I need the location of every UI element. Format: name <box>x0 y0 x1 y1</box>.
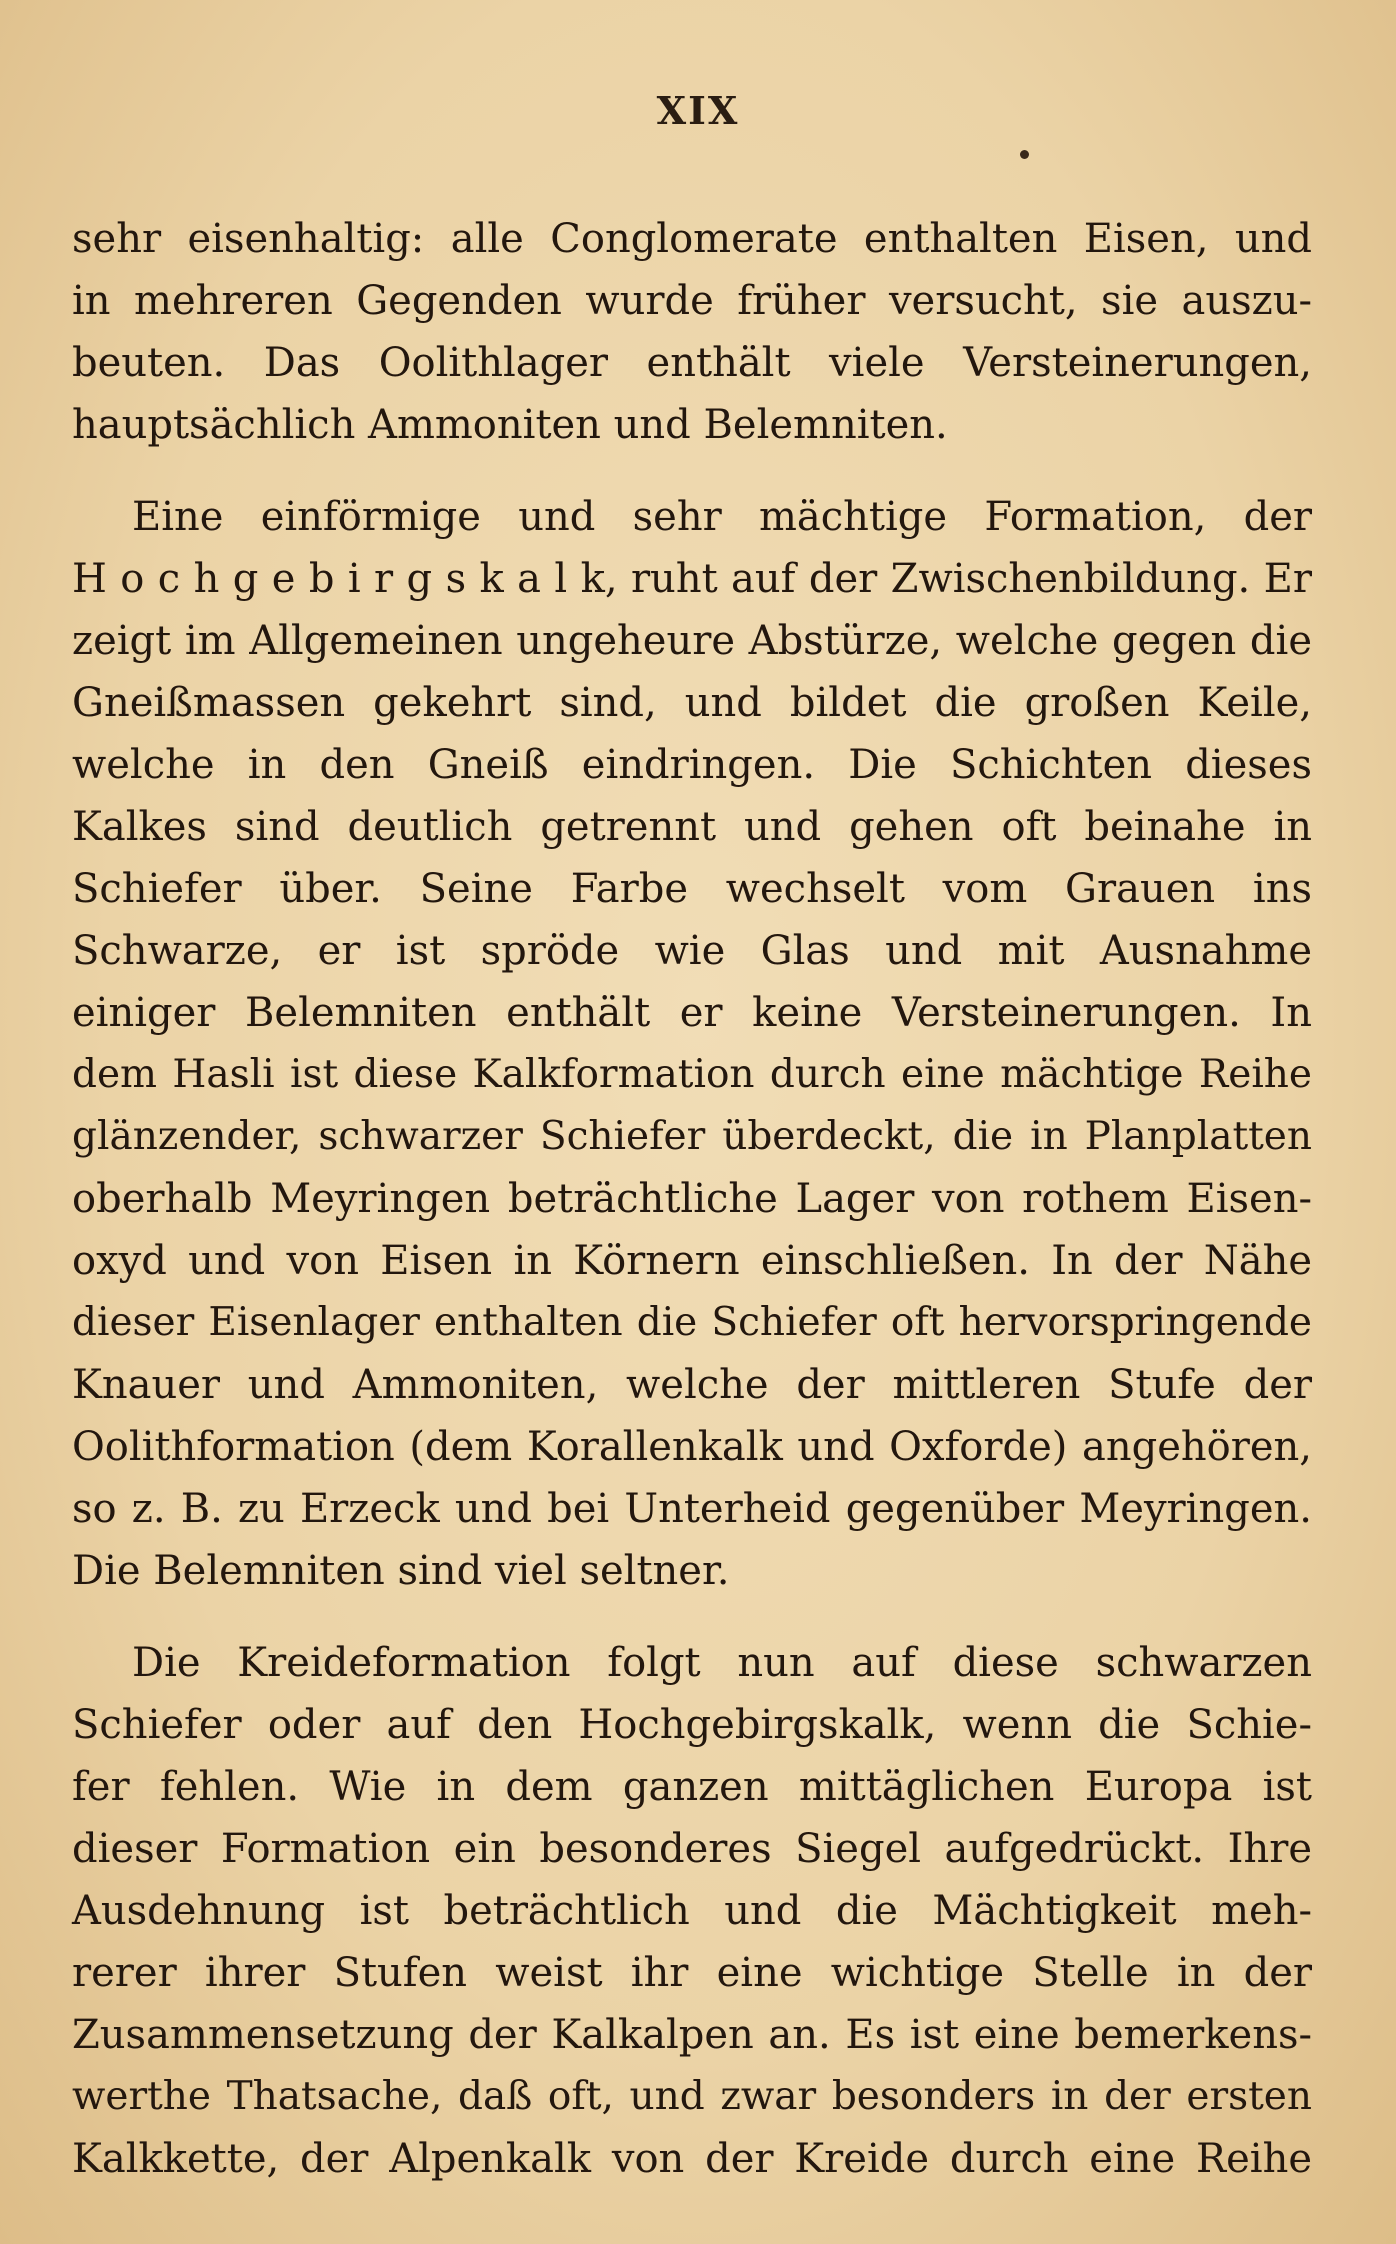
text-line: dieser Formation ein besonderes Siegel aufgedrückt. Ihre <box>72 1826 1312 1872</box>
text-line: Knauer und Ammoniten, welche der mittleren Stufe der <box>72 1362 1312 1408</box>
text-line: zeigt im Allgemeinen ungeheure Abstürze, welche gegen die <box>72 618 1312 664</box>
text-line: Die Kreideformation folgt nun auf diese schwarzen <box>132 1640 1312 1686</box>
text-line: Kalkkette, der Alpenkalk von der Kreide durch eine Reihe <box>72 2136 1312 2182</box>
text-line: Schwarze, er ist spröde wie Glas und mit Ausnahme <box>72 928 1312 974</box>
text-line: in mehreren Gegenden wurde früher versucht, sie auszu- <box>72 278 1312 324</box>
text-line: so z. B. zu Erzeck und bei Unterheid gegenüber Meyringen. <box>72 1486 1312 1532</box>
paragraph <box>72 1632 1312 2190</box>
text-line: werthe Thatsache, daß oft, und zwar besonders in der ersten <box>72 2074 1312 2119</box>
text-line: Ausdehnung ist beträchtlich und die Mächtigkeit meh- <box>72 1888 1312 1934</box>
text-line: oberhalb Meyringen beträchtliche Lager von rothem Eisen- <box>72 1176 1312 1222</box>
paragraph <box>72 486 1312 1602</box>
text-line: Kalkes sind deutlich getrennt und gehen oft beinahe in <box>72 804 1312 850</box>
text-line: dieser Eisenlager enthalten die Schiefer oft hervorspringende <box>72 1300 1312 1345</box>
text-line: beuten. Das Oolithlager enthält viele Versteinerungen, <box>72 340 1312 386</box>
text-line: glänzender, schwarzer Schiefer überdeckt, die in Planplatten <box>72 1114 1312 1159</box>
text-line: Schiefer über. Seine Farbe wechselt vom Grauen ins <box>72 866 1312 912</box>
text-line: welche in den Gneiß eindringen. Die Schichten dieses <box>72 742 1312 788</box>
text-line: Schiefer oder auf den Hochgebirgskalk, wenn die Schie- <box>72 1702 1312 1748</box>
text-line: Oolithformation (dem Korallenkalk und Oxforde) angehören, <box>72 1424 1312 1470</box>
text-line: Gneißmassen gekehrt sind, und bildet die großen Keile, <box>72 680 1312 726</box>
ink-speck <box>1020 150 1029 159</box>
text-line: sehr eisenhaltig: alle Conglomerate enthalten Eisen, und <box>72 216 1312 262</box>
text-line: Eine einförmige und sehr mächtige Formation, der <box>132 494 1312 540</box>
text-line: fer fehlen. Wie in dem ganzen mittäglichen Europa ist <box>72 1764 1312 1810</box>
text-line: Zusammensetzung der Kalkalpen an. Es ist eine bemerkens- <box>72 2012 1312 2058</box>
text-line: hauptsächlich Ammoniten und Belemniten. <box>72 402 948 448</box>
text-line: dem Hasli ist diese Kalkformation durch eine mächtige Reihe <box>72 1052 1312 1097</box>
body-text <box>72 208 1312 2190</box>
text-line: rerer ihrer Stufen weist ihr eine wichtige Stelle in der <box>72 1950 1312 1996</box>
text-line: einiger Belemniten enthält er keine Versteinerungen. In <box>72 990 1312 1036</box>
page-number: XIX <box>656 88 740 133</box>
text-line: H o c h g e b i r g s k a l k, ruht auf der Zwischenbildung. Er <box>72 556 1312 602</box>
text-line: Die Belemniten sind viel seltner. <box>72 1548 730 1594</box>
text-line: oxyd und von Eisen in Körnern einschließen. In der Nähe <box>72 1238 1312 1284</box>
paragraph <box>72 208 1312 456</box>
